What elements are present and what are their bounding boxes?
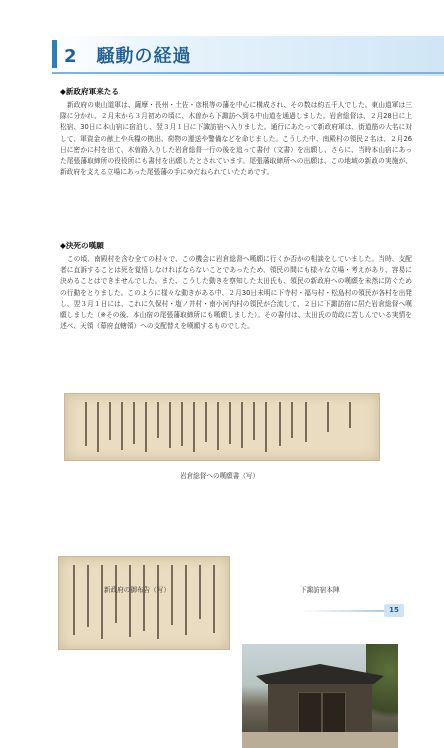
gate-door-right xyxy=(322,692,346,736)
gate-door-left xyxy=(298,692,322,736)
petition-document-image xyxy=(64,393,380,461)
section-petition xyxy=(60,240,412,332)
page-title: 2 騒動の経過 xyxy=(64,46,192,67)
proclamation-document-image xyxy=(58,556,230,650)
figure-caption: 新政府の御布告（写） xyxy=(104,586,170,594)
ground xyxy=(242,732,398,748)
section-heading: ◆決死の嘆願 xyxy=(60,241,104,250)
section-heading: ◆新政府軍来たる xyxy=(60,87,119,96)
gate-roof xyxy=(256,664,384,684)
footer-band xyxy=(300,610,384,612)
section-paragraph: 新政府の東山道軍は、薩摩・長州・土佐・彦根等の藩を中心に構成され、その数は約五千人でした。東山道軍は三隊に分かれ、２月末から３月初めの頃に、木曽から下諏訪へ到る中山道を通過しました。岩倉総督は、２月28日に上松宿、30日に本山宿に宿泊し、翌３月１日に下諏訪宿へ入りました。通行にあたって新政府軍は、街道筋の大名に対して、軍資金の献上や兵糧の拠出、荷物の運送や警備などを命じました。こうした中、南殿村の領民２名は、２月26日に密かに村を出て、木曽路入りした岩倉総督一行の後を追って書付（文書）を出願し、さらに、当時本山宿にあった尾張藩取締所の役役所にも書付を出願したとされています。尾張藩取締所への出願は、この地域の新政の実施が、新政府を支える立場にあった尾張藩の手にゆだねられていたためです。 xyxy=(60,101,412,177)
header-rule xyxy=(52,72,444,74)
honjin-gate-photo xyxy=(242,644,398,748)
header-accent-bar xyxy=(52,40,57,68)
section-new-government-army xyxy=(60,86,412,178)
section-paragraph: この頃、南殿村を含む全ての村々で、この機会に岩倉総督へ嘆願に行くか否かの相談をしていました。当時、支配者に直訴することは死を覚悟しなければならないことであったため、領民の間にも様々な立場・考えがあり、容易に決めることはできませんでした。また、こうした動きを察知した太田氏も、領民の新政府への嘆願を未然に防ぐための行動をとりました。このように様々な動きがある中、２月30日未明に下寺村・福与村・松島村の領民が各村を出発し、翌３月１日には、これに久保村・塩ノ井村・南小河内村の領民が合流して、２日に下諏訪宿に居た岩倉総督へ嘆願しました（※その後、本山宿の尾張藩取締所にも嘆願しました）。その書付は、太田氏の苛政に苦しんでいる実情を述べ、天領（幕府直轄領）への支配替えを嘆願するものでした。 xyxy=(60,255,412,331)
page-number: 15 xyxy=(384,604,404,617)
figure-caption: 岩倉総督への嘆願書（写） xyxy=(180,472,260,480)
figure-caption: 下諏訪宿本陣 xyxy=(300,586,340,594)
